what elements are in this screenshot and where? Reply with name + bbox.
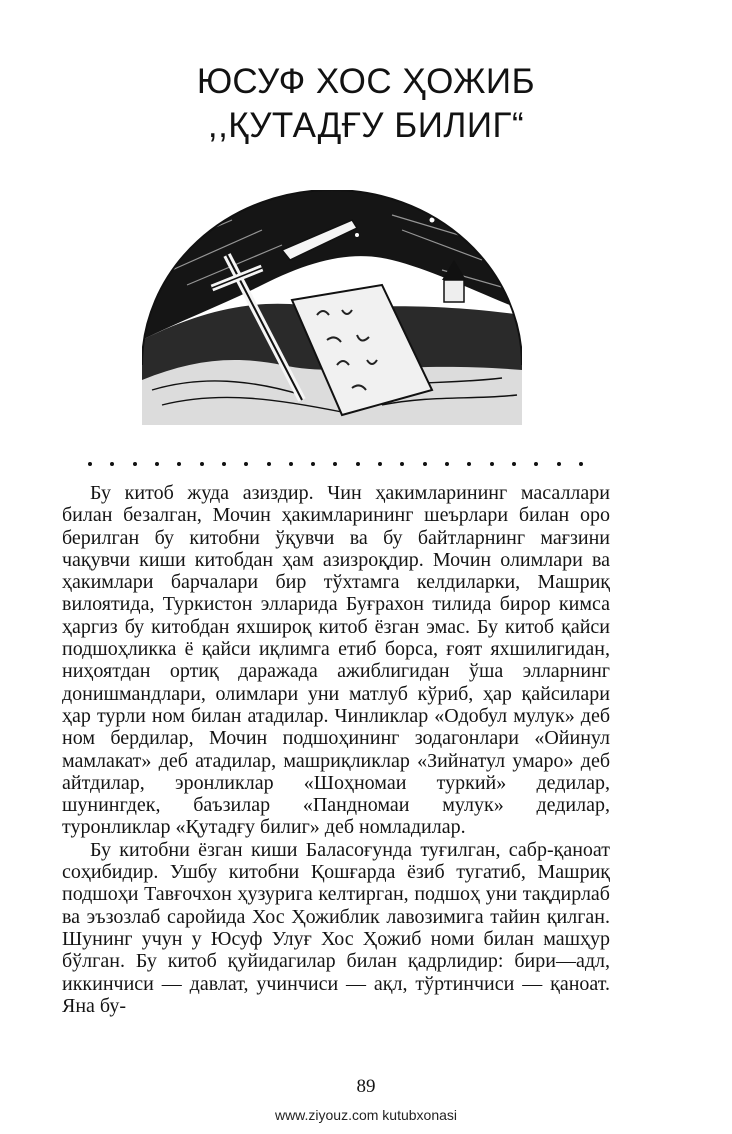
dotted-divider bbox=[88, 462, 583, 466]
paragraph-1: Бу китоб жуда азиздир. Чин ҳакимларининг масаллари билан безалган, Мочин ҳакимларининг шеърлари билан оро берилган бу китобни ўқувчи ва бу байтларнинг мағзини чақувчи киши китобдан ҳам азизроқдир. Мочин олимлари ва ҳакимлари барчалари бир тўхтамга келдиларки, Машриқ вилоятида, Туркистон элларида Буғрахон тилида бирор кимса ҳаргиз бу китобдан яхшироқ китоб ёзган эмас. Бу китоб қайси подшоҳликка ё қайси иқлимга етиб борса, ғоят яхшилигидан, ниҳоятдан ортиқ даражада ажиблигидан ўша элларнинг донишмандлари, олимлари уни матлуб кўриб, ҳар қайсилари ҳар турли ном билан атадилар. Чинликлар «Одобул мулук» деб ном бердилар, Мочин подшоҳининг зодагонлари «Ойинул мамлакат» деб атадилар, машриқликлар «Зийнатул умаро» деб айтдилар, эронликлар «Шоҳномаи туркий» дедилар, шунингдек, баъзилар «Пандномаи мулук» дедилар, туронликлар «Қутадғу билиг» деб номладилар. bbox=[62, 482, 610, 839]
body-text bbox=[62, 482, 610, 1017]
page-number: 89 bbox=[356, 1076, 376, 1097]
footer-watermark: www.ziyouz.com kutubxonasi bbox=[274, 1107, 458, 1123]
page-title-author: ЮСУФ ХОС ҲОЖИБ bbox=[196, 62, 536, 101]
engraving-illustration-sword-and-scroll bbox=[142, 190, 522, 425]
paragraph-2: Бу китобни ёзган киши Баласоғунда туғилган, сабр-қаноат соҳибидир. Ушбу китобни Қошғарда ёзиб тугатиб, Машриқ подшоҳи Тавғочхон ҳузурига келтирган, подшоҳ уни тақдирлаб ва эъзозлаб саройида Хос Ҳожиблик лавозимига тайин қилган. Шунинг учун у Юсуф Улуғ Хос Ҳожиб номи билан машҳур бўлган. Бу китоб қуйидагилар билан қадрлидир: бири—адл, иккинчиси — давлат, учинчиси — ақл, тўртинчиси — қаноат. Яна бу- bbox=[62, 838, 610, 1017]
page-title-work: ,,ҚУТАДҒУ БИЛИГ“ bbox=[207, 106, 525, 145]
